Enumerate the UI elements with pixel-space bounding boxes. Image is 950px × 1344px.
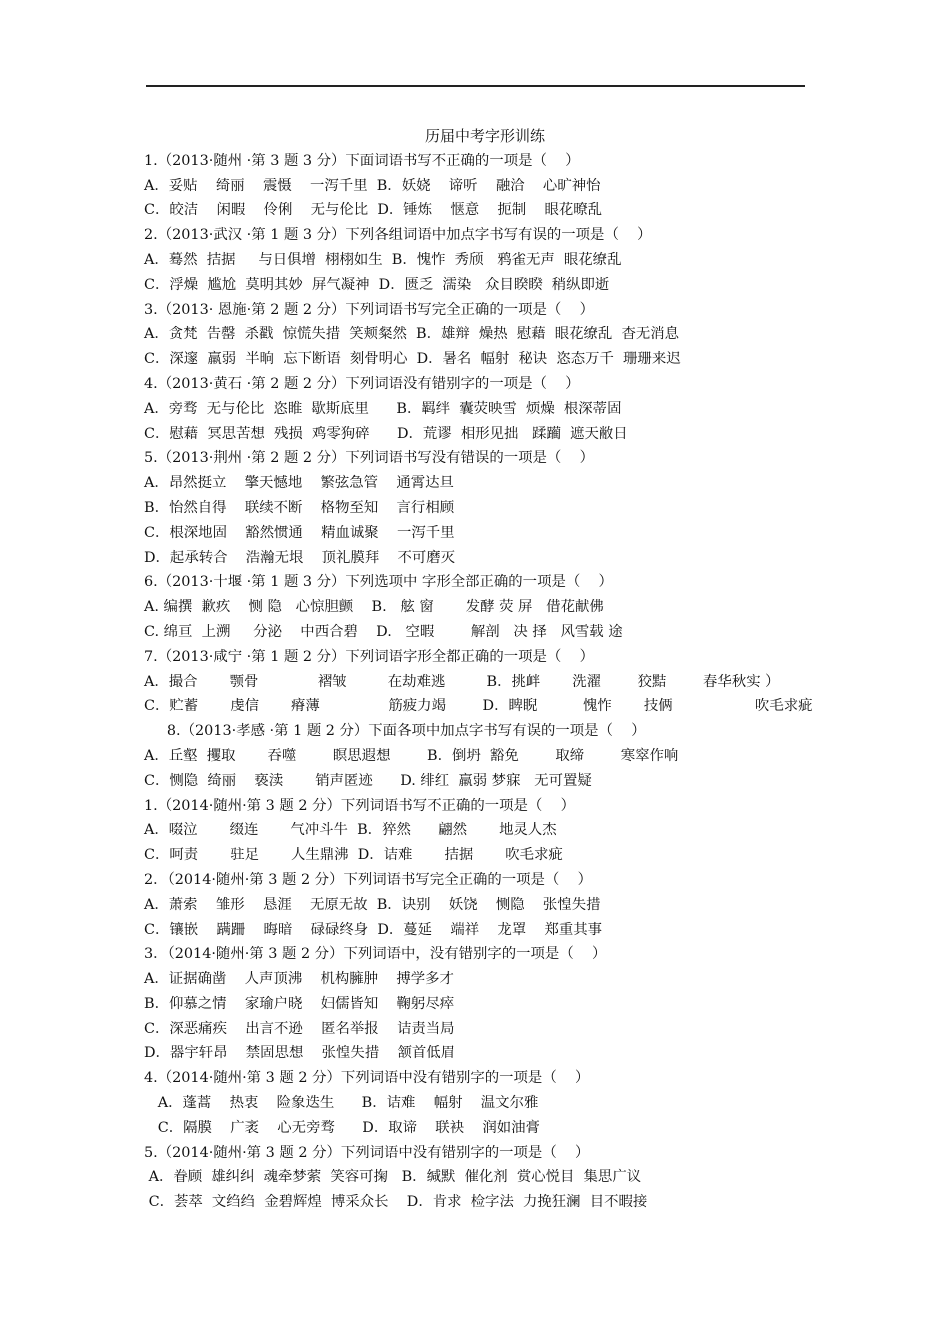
text-line: C．恻隐 绮丽 亵渎 销声匿迹 D. 绯红 羸弱 梦寐 无可置疑 bbox=[144, 772, 592, 789]
text-line: 4.（2013·黄石 ·第 2 题 2 分）下列词语没有错别字的一项是（ ） bbox=[144, 375, 580, 392]
text-line: A．妥贴 绮丽 震慑 一泻千里 B．妖娆 谛听 融洽 心旷神怡 bbox=[144, 177, 601, 194]
text-line: C．浮燥 尴尬 莫明其妙 屏气凝神 D．匮乏 濡染 众目睽睽 稍纵即逝 bbox=[144, 276, 610, 293]
text-line: A. 编撰 歉疚 恻 隐 心惊胆颤 B. 舷 窗 发酵 荧 屏 借花献佛 bbox=[144, 599, 604, 616]
text-line: A．蓦然 拮据 与日俱增 栩栩如生 B．愧怍 秀颀 鸦雀无声 眼花缭乱 bbox=[144, 251, 622, 268]
text-line: C. 绵亘 上溯 分泌 中西合碧 D. 空暇 解剖 决 择 风雪载 途 bbox=[144, 623, 623, 640]
text-line: 6.（2013·十堰 ·第 1 题 3 分）下列选项中 字形全部正确的一项是（ ） bbox=[144, 574, 613, 591]
text-line: C．隔膜 广袤 心无旁骛 D．取谛 联袂 润如油膏 bbox=[144, 1119, 540, 1136]
text-line: A．蓬蒿 热衷 险象迭生 B．诘难 幅射 温文尔雅 bbox=[144, 1095, 539, 1112]
text-line: D．起承转合 浩瀚无垠 顶礼膜拜 不可磨灭 bbox=[144, 549, 456, 566]
header-rule bbox=[146, 85, 805, 87]
text-line: C．呵责 驻足 人生鼎沸 D．诘难 拮据 吹毛求疵 bbox=[144, 847, 563, 864]
document-body bbox=[144, 124, 814, 1215]
text-line: 5.（2014·随州·第 3 题 2 分）下列词语中没有错别字的一项是（ ） bbox=[144, 1144, 590, 1161]
text-line: C．皎洁 闲暇 伶俐 无与伦比 D．锤炼 惬意 扼制 眼花暸乱 bbox=[144, 202, 603, 219]
text-line: 4.（2014·随州·第 3 题 2 分）下列词语中没有错别字的一项是（ ） bbox=[144, 1070, 590, 1087]
text-line: C．深邃 羸弱 半晌 忘下断语 刻骨明心 D．暑名 幅射 秘诀 恣态万千 珊珊来迟 bbox=[144, 351, 681, 368]
text-line: 7.（2013·咸宁 ·第 1 题 2 分）下列词语字形全都正确的一项是（ ） bbox=[144, 648, 594, 665]
text-line: 5.（2013·荆州 ·第 2 题 2 分）下列词语书写没有错误的一项是（ ） bbox=[144, 450, 594, 467]
text-line: D．器宇轩昂 禁固思想 张惶失措 颔首低眉 bbox=[144, 1045, 456, 1062]
text-line: 8.（2013·孝感 ·第 1 题 2 分）下面各项中加点字书写有误的一项是（ ） bbox=[144, 723, 646, 740]
text-line: A．昂然挺立 擎天憾地 繁弦急管 通霄达旦 bbox=[144, 475, 454, 492]
text-line: A．丘壑 攫取 吞噬 瞑思遐想 B．倒坍 豁免 取缔 寒窣作响 bbox=[144, 747, 679, 764]
text-line: C．荟萃 文绉绉 金碧辉煌 博采众长 D．肯求 检字法 力挽狂澜 目不暇接 bbox=[144, 1194, 648, 1211]
text-line: C．镶嵌 蹒跚 晦暗 碌碌终身 D．蔓延 端祥 龙罩 郑重其事 bbox=[144, 921, 603, 938]
text-line: A．证据确凿 人声顶沸 机构臃肿 搏学多才 bbox=[144, 971, 454, 988]
text-line: A．啜泣 缀连 气冲斗牛 B．猝然 翩然 地灵人杰 bbox=[144, 822, 557, 839]
text-line: B．怡然自得 联续不断 格物至知 言行相顾 bbox=[144, 499, 455, 516]
text-line: C．根深地固 豁然惯通 精血诚聚 一泻千里 bbox=[144, 524, 455, 541]
text-line: A．眷顾 雄纠纠 魂牵梦萦 笑容可掬 B．缄默 催化剂 赏心悦目 集思广议 bbox=[144, 1169, 642, 1186]
text-line: C．贮蓄 虔信 瘠薄 筋疲力竭 D．睥睨 愧怍 技俩 吹毛求疵 bbox=[144, 698, 813, 715]
text-line: 3．（2014·随州·第 3 题 2 分）下列词语中，没有错别字的一项是（ ） bbox=[144, 946, 607, 963]
text-line: 3.（2013· 恩施·第 2 题 2 分）下列词语书写完全正确的一项是（ ） bbox=[144, 301, 594, 318]
text-line: A．萧索 雏形 恳涯 无原无故 B．诀别 妖饶 恻隐 张惶失措 bbox=[144, 896, 601, 913]
question-list bbox=[144, 149, 814, 1215]
text-line: 1.（2013·随州 ·第 3 题 3 分）下面词语书写不正确的一项是（ ） bbox=[144, 152, 580, 169]
text-line: 1.（2014·随州·第 3 题 2 分）下列词语书写不正确的一项是（ ） bbox=[144, 797, 576, 814]
text-line: A．旁骛 无与伦比 恣睢 歇斯底里 B．羁绊 囊荧映雪 烦燥 根深蒂固 bbox=[144, 400, 622, 417]
text-line: A．贪梵 告罄 杀戳 惊慌失措 笑颊粲然 B．雄辩 燥热 慰藉 眼花缭乱 杳无消息 bbox=[144, 326, 680, 343]
text-line: A．撮合 颚骨 褶皱 在劫难逃 B．挑衅 洗濯 狡黠 春华秋实 ） bbox=[144, 673, 780, 690]
document-title: 历届中考字形训练 bbox=[424, 127, 545, 145]
text-line: 2.（2013·武汉 ·第 1 题 3 分）下列各组词语中加点字书写有误的一项是（ ） bbox=[144, 227, 652, 244]
text-line: 2．（2014·随州·第 3 题 2 分）下列词语书写完全正确的一项是（ ） bbox=[144, 871, 593, 888]
text-line: B．仰慕之情 家瑜户晓 妇儒皆知 鞠躬尽瘁 bbox=[144, 995, 455, 1012]
text-line: C．慰藉 冥思苦想 残损 鸡零狗碎 D．荒谬 相形见拙 蹂躏 遮天敝日 bbox=[144, 425, 628, 442]
text-line: C．深恶痛疾 出言不逊 匿名举报 诘责当局 bbox=[144, 1020, 455, 1037]
